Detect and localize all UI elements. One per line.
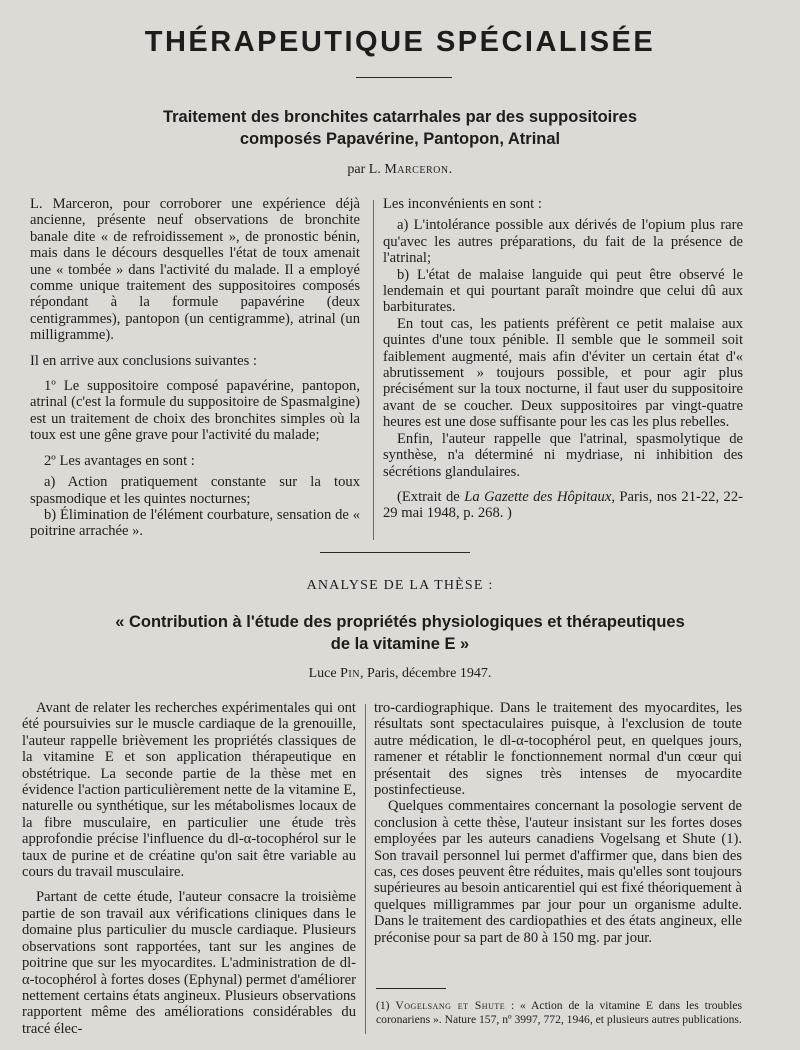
paragraph: L. Marceron, pour corroborer une expérience déjà ancienne, présente neuf observations de bronchite banale dite « de refroidissement », de pronostic bénin, mais dans le décours desquelles l'état de toux amenait une « tombée » dans l'activité du malade. Il a employé comme unique traitement des suppositoires composés répondant à la formule papavérine (deux centigrammes), pantopon (un centigramme), atrinal (un milligramme).	[30, 196, 360, 344]
footnote	[376, 999, 742, 1026]
footnote-rule	[376, 988, 446, 989]
byline-author: Pin	[340, 666, 360, 681]
byline-rest: , Paris, décembre 1947.	[359, 666, 492, 681]
article2-title-line1: « Contribution à l'étude des propriétés physiologiques et thérapeutiques	[115, 613, 685, 631]
paragraph: Avant de relater les recherches expérimentales qui ont été poursuivies sur le muscle cardiaque de la grenouille, l'auteur rappelle brièvement les propriétés classiques de la vitamine E et son application thérapeutique en obstétrique. La seconde partie de la thèse met en évidence l'action particulièrement nette de la vitamine E, naturelle ou synthétique, sur les métabolismes locaux de la fibre musculaire, en particulier une étude très approfondie précise l'influence du dl-α-tocophérol sur le taux de purine et de créatine qu'on sait être variable au cours du travail musculaire.	[22, 700, 356, 881]
footnote-text: : « Action de la vitamine E dans les troubles coronariens ». Nature 157, nº 3997, 772, 1946, et plusieurs autres publications.	[376, 999, 742, 1026]
paragraph: Quelques commentaires concernant la posologie servent de conclusion à cette thèse, l'auteur insistant sur les fortes doses employées par les auteurs canadiens Vogelsang et Shute (1). Son travail personnel lui permet d'affirmer que, dans bien des cas, ces doses peuvent être réduites, mais qu'elles sont toujours supérieures au besoin anticarentiel qui est fixé théoriquement à quelques milligrammes par jour pour un organisme adulte. Dans le traitement des cardiopathies et des états angineux, elle préconise pour sa part de 80 à 150 mg. par jour.	[374, 798, 742, 946]
article2-left-column	[22, 700, 356, 1037]
paragraph: Les inconvénients en sont :	[383, 196, 542, 212]
paragraph: Enfin, l'auteur rappelle que l'atrinal, spasmolytique de synthèse, n'a déterminé ni mydriase, ni inhibition des sécrétions glandulaires.	[383, 430, 743, 480]
byline-author: Marceron.	[384, 162, 453, 177]
paragraph: En tout cas, les patients préfèrent ce petit malaise aux quintes d'une toux pénible. Il semble que le sommeil soit faiblement augmenté, mais afin d'éviter un certain état d'« abrutissement » toujours possible, et pour agir plus précisément sur la toux nocturne, il faut user du suppositoire avant de se coucher. Deux suppositoires par vingt-quatre heures est une dose suffisante pour les cas les plus rebelles.	[383, 315, 743, 431]
article1-title	[40, 106, 760, 150]
paragraph: 2º Les avantages en sont :	[44, 452, 195, 469]
paragraph: b) L'état de malaise languide qui peut être observé le lendemain et qui pourtant paraît moindre que celui dû aux barbiturates.	[383, 266, 743, 316]
article1-title-line2: composés Papavérine, Pantopon, Atrinal	[239, 130, 561, 148]
paragraph: a) Action pratiquement constante sur la toux spasmodique et les quintes nocturnes;	[30, 474, 360, 507]
section-title: THÉRAPEUTIQUE SPÉCIALISÉE	[144, 26, 656, 58]
byline-first: Luce	[308, 666, 337, 681]
citation	[383, 489, 743, 522]
paragraph: a) L'intolérance possible aux dérivés de l'opium plus rare qu'avec les autres préparations, du fait de la présence de l'atrinal;	[383, 217, 743, 267]
article1-title-line1: Traitement des bronchites catarrhales par des suppositoires	[162, 108, 638, 126]
footnote-marker: (1)	[376, 999, 390, 1012]
paragraph: 1º Le suppositoire composé papavérine, pantopon, atrinal (c'est la formule du suppositoire de Spasmalgine) est un traitement de choix des bronchites simples où la toux est une gêne grave pour l'activité du malade;	[30, 378, 360, 444]
citation-journal: La Gazette des Hôpitaux	[464, 488, 612, 505]
column-divider	[365, 704, 366, 1034]
paragraph: Partant de cette étude, l'auteur consacre la troisième partie de son travail aux vérifications cliniques dans le domaine plus particulier du muscle cardiaque. Plusieurs observations sont rapportées, tant sur les angines de poitrine que sur les myocardites. L'administration de dl-α-tocophérol à fortes doses (Ephynal) permet d'améliorer nettement certains états angineux. Plusieurs observations rapportent même des améliorations considérables du tracé élec-	[22, 889, 356, 1037]
article2-right-column	[374, 700, 742, 946]
section-divider	[320, 552, 470, 553]
citation-suffix: , Paris, nos 21-22, 22-29 mai 1948, p. 268. )	[383, 488, 743, 522]
paragraph: Il en arrive aux conclusions suivantes :	[30, 352, 257, 369]
article1-left-column	[30, 196, 360, 540]
article1-right-column	[383, 196, 743, 522]
article2-title	[40, 611, 760, 655]
article1-byline	[0, 162, 800, 178]
title-rule	[356, 77, 452, 78]
byline-prefix: par L.	[347, 162, 381, 177]
article2-byline	[0, 666, 800, 682]
column-divider	[373, 200, 374, 540]
paragraph: tro-cardiographique. Dans le traitement des myocardites, les résultats sont spectaculaires puisque, à l'exclusion de toute autre médication, le dl-α-tocophérol peut, en quelques jours, ramener et rétablir le fonctionnement normal d'un cœur qui présentait des signes très intenses de myocardite postinfectieuse.	[374, 700, 742, 799]
article2-kicker: ANALYSE DE LA THÈSE :	[306, 578, 494, 593]
article2-title-line2: de la vitamine E »	[330, 635, 470, 653]
citation-prefix: (Extrait de	[397, 488, 460, 505]
footnote-authors: Vogelsang et Shute	[395, 999, 506, 1012]
paragraph: b) Élimination de l'élément courbature, sensation de « poitrine arrachée ».	[30, 506, 360, 540]
